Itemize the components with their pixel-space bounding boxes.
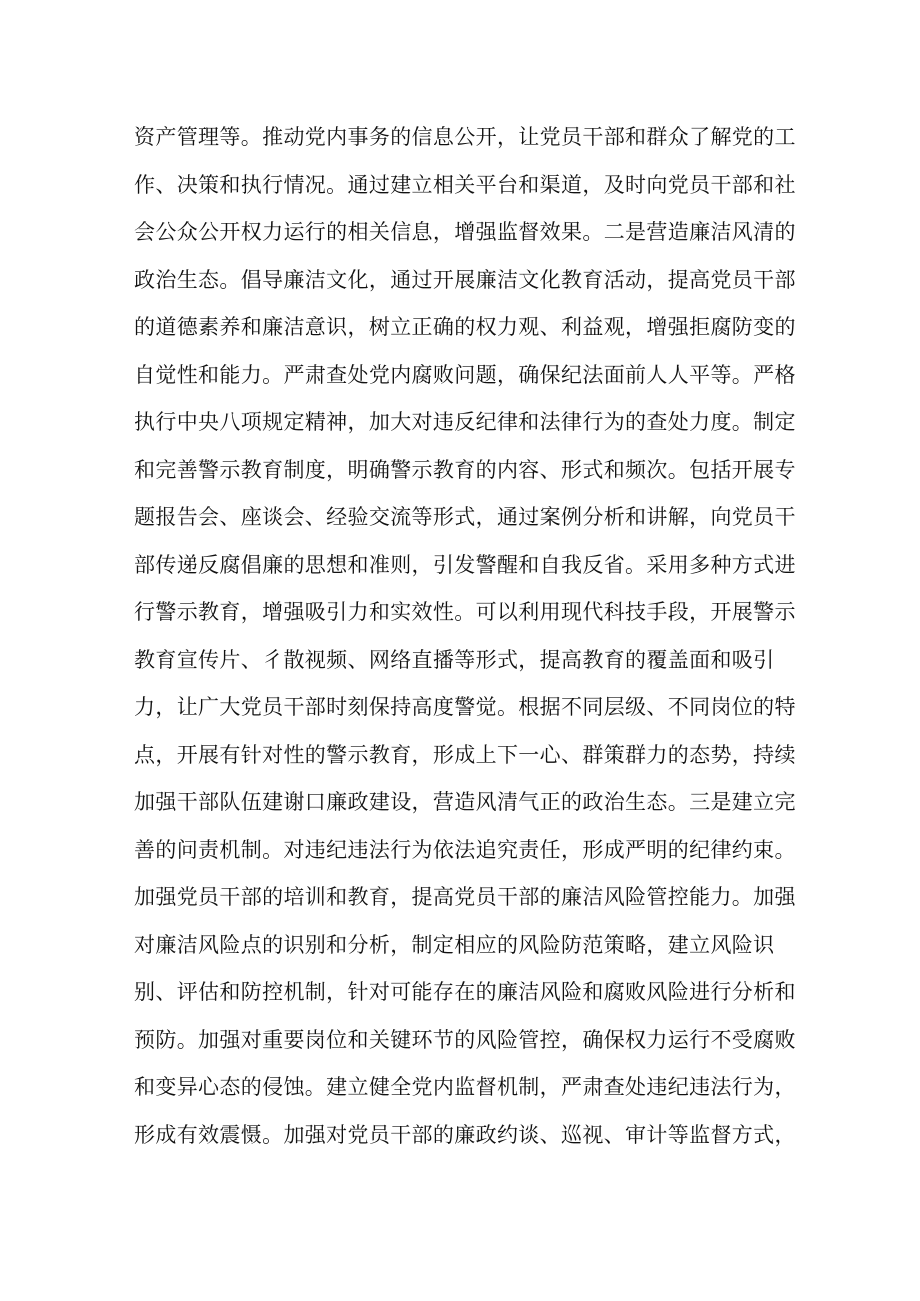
text-line: 资产管理等。推动党内事务的信息公开，让党员干部和群众了解党的工 — [134, 125, 796, 149]
text-line: 别、评估和防控机制，针对可能存在的廉洁风险和腐败风险进行分析和 — [134, 980, 796, 1004]
body-text — [134, 114, 796, 1159]
text-line: 形成有效震慑。加强对党员干部的廉政约谈、巡视、审计等监督方式， — [134, 1122, 796, 1147]
text-line: 政治生态。倡导廉洁文化，通过开展廉洁文化教育活动，提高党员干部 — [134, 267, 796, 292]
text-line: 会公众公开权力运行的相关信息，增强监督效果。二是营造廉洁风清的 — [134, 220, 796, 244]
text-line: 点，开展有针对性的警示教育，形成上下一心、群策群力的态势，持续 — [134, 742, 796, 767]
text-line: 加强党员干部的培训和教育，提高党员干部的廉洁风险管控能力。加强 — [134, 885, 796, 909]
text-line: 执行中央八项规定精神，加大对违反纪律和法律行为的查处力度。制定 — [134, 410, 796, 434]
text-line: 题报告会、座谈会、经验交流等形式，通过案例分析和讲解，向党员干 — [134, 505, 796, 529]
text-line: 预防。加强对重要岗位和关键环节的风险管控，确保权力运行不受腐败 — [134, 1027, 796, 1052]
text-line: 教育宣传片、彳散视频、网络直播等形式，提高教育的覆盖面和吸引 — [134, 647, 775, 672]
text-line: 对廉洁风险点的识别和分析，制定相应的风险防范策略，建立风险识 — [134, 932, 775, 957]
text-line: 和完善警示教育制度，明确警示教育的内容、形式和频次。包括开展专 — [134, 457, 796, 482]
text-line: 力，让广大党员干部时刻保持高度警觉。根据不同层级、不同岗位的特 — [134, 695, 796, 719]
text-line: 和变异心态的侵蚀。建立健全党内监督机制，严肃查处违纪违法行为， — [134, 1075, 796, 1099]
text-line: 善的问责机制。对违纪违法行为依法追究责任，形成严明的纪律约束。 — [134, 837, 796, 862]
text-line: 自觉性和能力。严肃查处党内腐败问题，确保纪法面前人人平等。严格 — [134, 362, 796, 387]
text-line: 的道德素养和廉洁意识，树立正确的权力观、利益观，增强拒腐防变的 — [134, 315, 796, 339]
text-line: 部传递反腐倡廉的思想和准则，引发警醒和自我反省。采用多种方式进 — [134, 552, 796, 577]
text-line: 行警示教育，增强吸引力和实效性。可以利用现代科技手段，开展警示 — [134, 600, 796, 624]
text-line: 加强干部队伍建谢口廉政建设，营造风清气正的政治生态。三是建立完 — [134, 790, 796, 814]
text-line: 作、决策和执行情况。通过建立相关平台和渠道，及时向党员干部和社 — [134, 172, 796, 197]
